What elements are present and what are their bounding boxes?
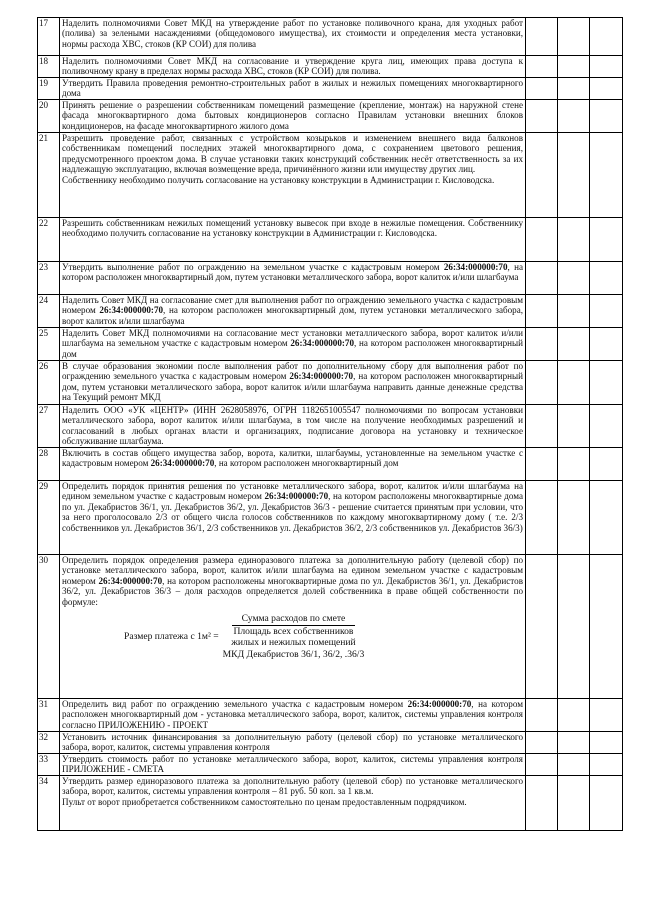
item-text-pre: Наделить Совет МКД на согласование смет для выполнения работ по ограждению земельного участка с кадастровым номером xyxy=(62,295,523,316)
vote-for-cell[interactable] xyxy=(526,732,558,754)
item-number: 29 xyxy=(38,481,60,555)
agenda-row xyxy=(38,328,623,361)
item-text-main: Разрешить проведение работ, связанных с устройством козырьков и изменением внешнего вида балконов собственникам помещений последних этажей многоквартирного дома, с сохранением цветового решения, предусмотренного проектом дома. В случае установки таких конструкций собственник несёт ответственность за их надлежащую эксплуатацию, включая возмещение вреда, причинённого жизни или имуществу других лиц. xyxy=(62,133,523,175)
item-text-post: , на котором расположен многоквартирный дом, путем установки металлического забора, ворот калиток и/или шлагбаума направить данные денежные средства на Текущий ремонт МКД xyxy=(62,371,523,403)
vote-abstain-cell[interactable] xyxy=(590,18,623,56)
vote-for-cell[interactable] xyxy=(526,328,558,361)
vote-abstain-cell[interactable] xyxy=(590,262,623,295)
cadastral-number: 26:34:000000:70 xyxy=(407,699,472,709)
item-number: 19 xyxy=(38,78,60,100)
payment-formula xyxy=(124,613,523,660)
vote-abstain-cell[interactable] xyxy=(590,295,623,328)
vote-against-cell[interactable] xyxy=(558,555,590,699)
vote-abstain-cell[interactable] xyxy=(590,218,623,262)
vote-abstain-cell[interactable] xyxy=(590,754,623,776)
item-text-pre: Утвердить выполнение работ по ограждению на земельном участке с кадастровым номером xyxy=(62,262,444,272)
vote-for-cell[interactable] xyxy=(526,133,558,218)
agenda-row xyxy=(38,699,623,732)
vote-for-cell[interactable] xyxy=(526,699,558,732)
agenda-row xyxy=(38,754,623,776)
cadastral-number: 26:34:000000:70 xyxy=(98,575,163,586)
vote-against-cell[interactable] xyxy=(558,405,590,448)
vote-against-cell[interactable] xyxy=(558,100,590,133)
vote-against-cell[interactable] xyxy=(558,56,590,78)
agenda-row xyxy=(38,732,623,754)
item-text-main: Принять решение о разрешении собственникам помещений размещение (крепление, монтаж) на наружной стене фасада многоквартирного дома бытовых кондиционеров согласно Правилам установки внешних блоков кондиционеров, на фасаде многоквартирного жилого дома xyxy=(62,100,523,131)
agenda-row xyxy=(38,481,623,555)
cadastral-number: 26:34:000000:70 xyxy=(99,305,164,316)
formula-numerator: Сумма расходов по смете xyxy=(232,613,356,626)
vote-against-cell[interactable] xyxy=(558,732,590,754)
item-text xyxy=(60,218,526,262)
agenda-row xyxy=(38,218,623,262)
item-number: 31 xyxy=(38,699,60,732)
vote-abstain-cell[interactable] xyxy=(590,405,623,448)
item-text xyxy=(60,328,526,361)
vote-against-cell[interactable] xyxy=(558,776,590,831)
item-text xyxy=(60,133,526,218)
cadastral-number: 26:34:000000:70 xyxy=(289,371,354,382)
item-number: 26 xyxy=(38,361,60,405)
agenda-row xyxy=(38,295,623,328)
item-text xyxy=(60,555,526,699)
item-number: 17 xyxy=(38,18,60,56)
item-text-extra: Пульт от ворот приобретается собственником самостоятельно по ценам предоставленным подрядчиком. xyxy=(62,796,467,807)
vote-for-cell[interactable] xyxy=(526,262,558,295)
vote-against-cell[interactable] xyxy=(558,448,590,481)
cadastral-number: 26:34:000000:70 xyxy=(443,262,508,272)
item-number: 23 xyxy=(38,262,60,295)
item-text-post: , на котором расположен многоквартирный дом, путем установки металлического забора, ворот калиток и/или шлагбаума xyxy=(62,262,523,283)
item-text-main: Утвердить стоимость работ по установке металлического забора, ворот, калиток, системы управления контроля ПРИЛОЖЕНИЕ - СМЕТА xyxy=(62,754,523,775)
vote-for-cell[interactable] xyxy=(526,481,558,555)
vote-against-cell[interactable] xyxy=(558,699,590,732)
item-text-pre: Определить порядок принятия решения по установке металлического забора, ворот, калиток и/или шлагбаума на едином земельном участке с кадастровым номером xyxy=(62,481,523,502)
agenda-row xyxy=(38,18,623,56)
item-text-pre: Включить в состав общего имущества забор, ворота, калитки, шлагбаумы, установленные на земельном участке с кадастровым номером xyxy=(62,448,523,469)
vote-abstain-cell[interactable] xyxy=(590,776,623,831)
document-page xyxy=(37,17,622,831)
vote-for-cell[interactable] xyxy=(526,405,558,448)
cadastral-number: 26:34:000000:70 xyxy=(290,338,355,349)
vote-abstain-cell[interactable] xyxy=(590,100,623,133)
item-text-post: , на котором расположены многоквартирные дома по ул. Декабристов 36/1, ул. Декабристов 36/2, ул. Декабристов 36/3 - решение считается принятым при условии, что за него проголосовало 2/3 от общего числа голосов собственников по каждому многоквартирному дому ( т.е. 2/3 собственников ул. Декабристов 36/1, 2/3 собственников ул. Декабристов 36/2, 2/3 собственников ул. Декабристов 36/3) xyxy=(62,491,523,533)
vote-against-cell[interactable] xyxy=(558,295,590,328)
item-number: 33 xyxy=(38,754,60,776)
formula-denominator-line: МКД Декабристов 36/1, 36/2, .36/3 xyxy=(222,648,365,660)
vote-for-cell[interactable] xyxy=(526,18,558,56)
agenda-row xyxy=(38,133,623,218)
vote-against-cell[interactable] xyxy=(558,218,590,262)
item-text xyxy=(60,262,526,295)
item-number: 30 xyxy=(38,555,60,699)
item-text xyxy=(60,405,526,448)
item-number: 27 xyxy=(38,405,60,448)
item-text xyxy=(60,100,526,133)
formula-denominator-line: Площадь всех собственников xyxy=(233,625,354,637)
item-text-post: , на котором расположен многоквартирный дом - установка металлического забора, ворот, калиток, системы управления контроля согласно ПРИЛОЖЕНИЮ - ПРОЕКТ xyxy=(62,699,523,730)
vote-for-cell[interactable] xyxy=(526,361,558,405)
item-text xyxy=(60,361,526,405)
agenda-row xyxy=(38,361,623,405)
vote-abstain-cell[interactable] xyxy=(590,78,623,100)
vote-against-cell[interactable] xyxy=(558,481,590,555)
agenda-row xyxy=(38,78,623,100)
vote-for-cell[interactable] xyxy=(526,100,558,133)
vote-abstain-cell[interactable] xyxy=(590,481,623,555)
item-text-post: , на котором расположены многоквартирные дома по ул. Декабристов 36/1, ул. Декабристов 36/2, ул. Декабристов 36/3 – доля расходов определяется долей собственника в праве общей собственности по формуле: xyxy=(62,575,524,607)
vote-against-cell[interactable] xyxy=(558,361,590,405)
item-number: 21 xyxy=(38,133,60,218)
vote-for-cell[interactable] xyxy=(526,78,558,100)
vote-against-cell[interactable] xyxy=(558,133,590,218)
cadastral-number: 26:34:000000:70 xyxy=(264,491,329,502)
formula-denominator-line: жилых и нежилых помещений xyxy=(231,637,356,649)
item-text xyxy=(60,754,526,776)
vote-for-cell[interactable] xyxy=(526,295,558,328)
agenda-row xyxy=(38,56,623,78)
vote-abstain-cell[interactable] xyxy=(590,361,623,405)
vote-for-cell[interactable] xyxy=(526,218,558,262)
agenda-row xyxy=(38,448,623,481)
vote-abstain-cell[interactable] xyxy=(590,448,623,481)
item-text xyxy=(60,18,526,56)
vote-abstain-cell[interactable] xyxy=(590,699,623,732)
vote-against-cell[interactable] xyxy=(558,78,590,100)
item-text-main: Утвердить размер единоразового платежа за дополнительную работу (целевой сбор) по установке металлического забора, ворот, калиток, системы управления контроля – 81 руб. 50 коп. за 1 кв.м. xyxy=(62,776,523,797)
item-text xyxy=(60,481,526,555)
item-number: 20 xyxy=(38,100,60,133)
item-text-pre: Наделить Совет МКД полномочиями на согласование мест установки металлического забора, ворот калиток и/или шлагбаума на земельном участке с кадастровым номером xyxy=(62,328,523,349)
item-text xyxy=(60,699,526,732)
vote-for-cell[interactable] xyxy=(526,56,558,78)
item-text-main: Наделить полномочиями Совет МКД на согласование и утверждение круга лиц, имеющих права доступа к поливочному крану в пределах нормы расхода ХВС, стоков (КР СОИ) для полива. xyxy=(62,56,523,77)
item-number: 24 xyxy=(38,295,60,328)
item-text xyxy=(60,56,526,78)
item-text-pre: Определить вид работ по ограждению земельного участка с кадастровым номером xyxy=(62,699,408,709)
item-text-extra: Собственнику необходимо получить согласование на установку конструкции в Администрации г. Кисловодска. xyxy=(62,174,495,185)
item-text-pre: Определить порядок определения размера единоразового платежа за дополнительную работу (целевой сбор) по установке металлического забора, ворот, калиток и/или шлагбаума на едином земельном участке с кадастровым номером xyxy=(62,555,523,586)
item-number: 32 xyxy=(38,732,60,754)
item-number: 34 xyxy=(38,776,60,831)
item-text xyxy=(60,78,526,100)
vote-abstain-cell[interactable] xyxy=(590,328,623,361)
item-text xyxy=(60,732,526,754)
agenda-row xyxy=(38,100,623,133)
item-number: 22 xyxy=(38,218,60,262)
item-text-main: Разрешить собственникам нежилых помещений установку вывесок при входе в нежилые помещения. Собственнику необходимо получить согласование на установку конструкции в Администрации г. Кисловодска. xyxy=(62,218,523,239)
item-text-main: Наделить полномочиями Совет МКД на утверждение работ по установке поливочного крана, для уходных работ (полива) за зелеными насаждениями (общедомового имущества), их стоимости и определения места установки, нормы расхода ХВС, стоков (КР СОИ) для полива xyxy=(62,18,523,49)
cadastral-number: 26:34:000000:70 xyxy=(150,458,215,469)
vote-for-cell[interactable] xyxy=(526,555,558,699)
vote-abstain-cell[interactable] xyxy=(590,56,623,78)
formula-denominator xyxy=(223,626,365,661)
agenda-row xyxy=(38,405,623,448)
item-number: 18 xyxy=(38,56,60,78)
item-text-post: , на котором расположен многоквартирный дом xyxy=(214,458,399,469)
agenda-row xyxy=(38,555,623,699)
agenda-row xyxy=(38,776,623,831)
vote-against-cell[interactable] xyxy=(558,754,590,776)
formula-lhs: Размер платежа с 1м² = xyxy=(124,630,219,642)
agenda-table xyxy=(37,17,623,831)
vote-for-cell[interactable] xyxy=(526,448,558,481)
vote-abstain-cell[interactable] xyxy=(590,133,623,218)
agenda-row xyxy=(38,262,623,295)
vote-abstain-cell[interactable] xyxy=(590,732,623,754)
vote-against-cell[interactable] xyxy=(558,18,590,56)
vote-for-cell[interactable] xyxy=(526,754,558,776)
item-text xyxy=(60,776,526,831)
vote-against-cell[interactable] xyxy=(558,328,590,361)
item-number: 28 xyxy=(38,448,60,481)
item-number: 25 xyxy=(38,328,60,361)
item-text xyxy=(60,448,526,481)
item-text-main: Установить источник финансирования за дополнительную работу (целевой сбор) по установке металлического забора, ворот, калиток, системы управления контроля xyxy=(62,732,523,753)
item-text-main: Утвердить Правила проведения ремонтно-строительных работ в жилых и нежилых помещениях многоквартирного дома xyxy=(62,78,523,99)
item-text-post: , на котором расположен многоквартирный дом, путем установки металлического забора, ворот калиток и/или шлагбаума xyxy=(62,305,524,326)
item-text-post: , на котором расположен многоквартирный дом xyxy=(62,338,523,359)
item-text xyxy=(60,295,526,328)
item-text-pre: В случае образования экономии после выполнения работ по дополнительному сбору для выполнения работ по ограждению земельного участка с кадастровым номером xyxy=(62,361,523,382)
item-text-main: Наделить ООО «УК «ЦЕНТР» (ИНН 2628058976, ОГРН 1182651005547 полномочиями по вопросам установки металлического забора, ворот калиток и/или шлагбаума, в том числе на получение необходимых разрешений и согласований в любых органах власти и организациях, подписание договора на установку и техническое обслуживание шлагбаума. xyxy=(62,405,523,447)
formula-fraction xyxy=(223,613,365,660)
vote-for-cell[interactable] xyxy=(526,776,558,831)
vote-abstain-cell[interactable] xyxy=(590,555,623,699)
vote-against-cell[interactable] xyxy=(558,262,590,295)
